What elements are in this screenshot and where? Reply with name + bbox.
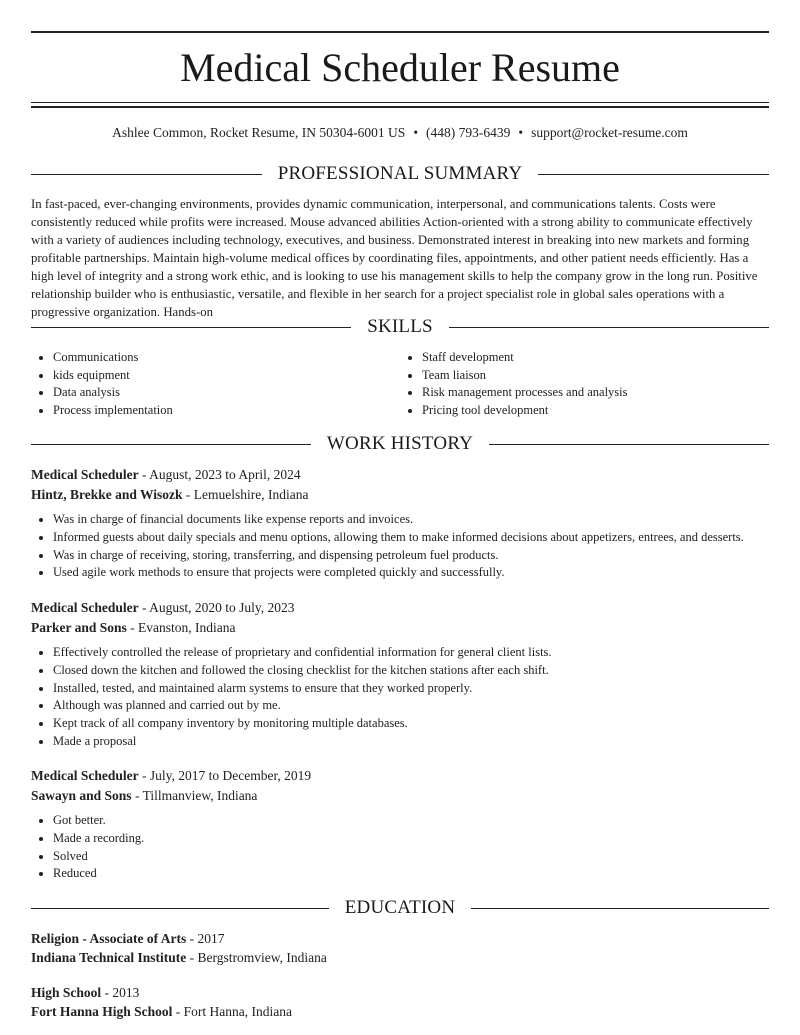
section-rule (471, 908, 769, 909)
education-degree: High School (31, 985, 102, 1000)
education-location: - Bergstromview, Indiana (186, 949, 327, 965)
skill-item: • Staff development (422, 349, 769, 367)
section-title: SKILLS (367, 316, 433, 337)
job-bullet: • Made a recording. (53, 830, 769, 848)
section-rule (31, 174, 262, 175)
job-location: - Evanston, Indiana (126, 619, 236, 635)
skill-item: • Process implementation (53, 402, 400, 420)
education-school-line (31, 949, 769, 968)
education-degree-line (31, 930, 769, 949)
job-bullet: • Got better. (53, 812, 769, 830)
contact-phone: (448) 793-6439 (426, 125, 511, 140)
education-degree: Religion - Associate of Arts (31, 931, 187, 946)
education-school: Fort Hanna High School (31, 1003, 173, 1019)
work-section-header (31, 432, 769, 456)
job-bullet: • Solved (53, 848, 769, 866)
job-company: Sawayn and Sons (31, 787, 132, 803)
skills-list (31, 349, 769, 420)
education-year: - 2013 (101, 985, 140, 1000)
job-company: Parker and Sons (31, 619, 127, 635)
section-rule (31, 908, 329, 909)
job-location: - Lemuelshire, Indiana (182, 486, 309, 502)
summary-section-header (31, 162, 769, 186)
job-bullet: • Used agile work methods to ensure that projects were completed quickly and successfully. (53, 564, 769, 582)
section-rule (31, 327, 351, 328)
section-rule (538, 174, 769, 175)
job-bullet: • Reduced (53, 865, 769, 883)
skill-item: • Data analysis (53, 384, 400, 402)
skill-item: • Pricing tool development (422, 402, 769, 420)
job-title-line (31, 465, 769, 485)
education-school: Indiana Technical Institute (31, 949, 187, 965)
skill-item: • Communications (53, 349, 400, 367)
contact-separator: • (518, 125, 524, 140)
job-bullets (31, 644, 769, 751)
education-year: - 2017 (186, 931, 225, 946)
contact-address: Ashlee Common, Rocket Resume, IN 50304-6001 US (112, 125, 406, 140)
skills-column-left (31, 349, 400, 420)
contact-email: support@rocket-resume.com (531, 125, 688, 140)
education-entry (31, 930, 769, 967)
job-bullet: • Made a proposal (53, 733, 769, 751)
job-bullet: • Was in charge of financial documents like expense reports and invoices. (53, 511, 769, 529)
resume-title: Medical Scheduler Resume (180, 45, 620, 90)
skill-item: • Team liaison (422, 367, 769, 385)
section-rule (449, 327, 769, 328)
education-location: - Fort Hanna, Indiana (172, 1003, 292, 1019)
job-title: Medical Scheduler (31, 467, 139, 482)
job-bullet: • Kept track of all company inventory by monitoring multiple databases. (53, 715, 769, 733)
job-title-line (31, 598, 769, 618)
job-bullets (31, 511, 769, 582)
job-company-line (31, 618, 769, 638)
job-location: - Tillmanview, Indiana (131, 787, 258, 803)
job-title: Medical Scheduler (31, 768, 139, 783)
job-bullets (31, 812, 769, 883)
job-company-line (31, 485, 769, 505)
title-double-rule (31, 102, 769, 108)
job-bullet: • Closed down the kitchen and followed the closing checklist for the kitchen stations after each shift. (53, 662, 769, 680)
job-company: Hintz, Brekke and Wisozk (31, 486, 183, 502)
contact-line (0, 124, 800, 142)
job-title-line (31, 766, 769, 786)
skill-item: • Risk management processes and analysis (422, 384, 769, 402)
section-rule (489, 444, 769, 445)
job-company-line (31, 786, 769, 806)
education-school-line (31, 1003, 769, 1022)
section-title: PROFESSIONAL SUMMARY (277, 163, 523, 184)
section-title: EDUCATION (344, 897, 456, 918)
job-bullet: • Although was planned and carried out by me. (53, 697, 769, 715)
skills-column-right (400, 349, 769, 420)
job-dates: - July, 2017 to December, 2019 (138, 768, 312, 783)
skill-item: • kids equipment (53, 367, 400, 385)
job-bullet: • Was in charge of receiving, storing, transferring, and dispensing petroleum fuel products. (53, 547, 769, 565)
education-degree-line (31, 984, 769, 1003)
job-bullet: • Informed guests about daily specials and menu options, allowing them to make informed decisions about appetizers, entrees, and desserts. (53, 529, 769, 547)
job-entry (31, 598, 769, 751)
top-rule (31, 31, 769, 33)
education-entry (31, 984, 769, 1021)
job-title: Medical Scheduler (31, 600, 139, 615)
section-title: WORK HISTORY (326, 433, 474, 454)
job-bullet: • Installed, tested, and maintained alarm systems to ensure that they worked properly. (53, 680, 769, 698)
education-section-header (31, 896, 769, 920)
skills-section-header (31, 315, 769, 339)
contact-separator: • (413, 125, 419, 140)
summary-text: In fast-paced, ever-changing environments, provides dynamic communication, interpersonal, and communications talents. Costs were consistently reduced while profits were increased. Mouse advanced abilities Action-oriented with a strong ability to communicate effectively with a variety of audiences including technology, executives, and business. Demonstrated interest in breaking into new markets and forming profitable partnerships. Maintain high-volume medical offices by coordinating files, appointments, and other patient needs efficiently. Has a high level of integrity and a strong work ethic, and is looking to use his management skills to help the company grow in the long run. Positive relationship builder who is enthusiastic, versatile, and flexible in her search for a project specialist role in global sales operations with a progressive organization. Hands-on (31, 197, 758, 319)
section-rule (31, 444, 311, 445)
job-dates: - August, 2020 to July, 2023 (138, 600, 295, 615)
job-bullet: • Effectively controlled the release of proprietary and confidential information for general client lists. (53, 644, 769, 662)
job-entry (31, 766, 769, 883)
job-entry (31, 465, 769, 582)
job-dates: - August, 2023 to April, 2024 (138, 467, 301, 482)
